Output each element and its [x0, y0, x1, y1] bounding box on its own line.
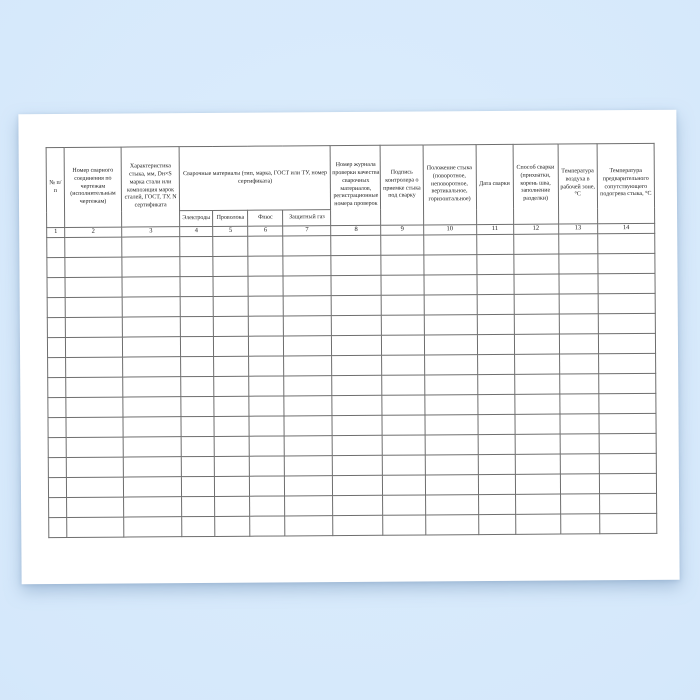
table-cell [514, 294, 559, 314]
table-cell [123, 437, 181, 457]
table-cell [122, 297, 180, 317]
table-cell [382, 375, 424, 395]
table-cell [47, 257, 65, 277]
column-number: 6 [248, 226, 283, 236]
table-cell [478, 414, 515, 434]
table-cell [47, 277, 65, 297]
table-cell [283, 236, 331, 256]
column-header: Номер журнала проверки качества сварочных материалов, регистрационные номера проверок [330, 145, 381, 225]
table-cell [382, 355, 424, 375]
table-cell [559, 374, 598, 394]
table-cell [598, 333, 655, 353]
table-cell [423, 235, 476, 255]
table-cell [67, 497, 124, 517]
column-number: 11 [476, 224, 513, 234]
table-cell [477, 334, 514, 354]
table-cell [123, 377, 181, 397]
table-cell [560, 394, 599, 414]
table-cell [424, 315, 477, 335]
table-cell [478, 474, 515, 494]
table-cell [285, 456, 333, 476]
table-cell [333, 495, 383, 515]
table-cell [181, 436, 214, 456]
table-cell [515, 414, 560, 434]
table-row [49, 513, 657, 537]
table-cell [560, 434, 599, 454]
column-number: 13 [558, 224, 597, 234]
table-cell [477, 274, 514, 294]
table-cell [560, 494, 599, 514]
table-cell [559, 294, 598, 314]
column-header: № п/п [46, 147, 65, 227]
table-cell [423, 255, 476, 275]
table-cell [332, 295, 382, 315]
table-cell [381, 235, 423, 255]
table-cell [283, 296, 331, 316]
table-cell [559, 334, 598, 354]
table-cell [250, 516, 285, 536]
table-cell [249, 356, 284, 376]
table-cell [284, 416, 332, 436]
table-cell [66, 417, 123, 437]
table-cell [425, 455, 478, 475]
table-cell [48, 457, 66, 477]
table-cell [333, 515, 383, 535]
table-cell [598, 273, 655, 293]
header-row-main [46, 143, 654, 211]
table-cell [478, 434, 515, 454]
table-cell [124, 497, 182, 517]
table-cell [123, 477, 181, 497]
table-cell [382, 395, 424, 415]
document-sheet [18, 110, 679, 585]
table-cell [48, 437, 66, 457]
table-cell [213, 236, 248, 256]
table-cell [332, 415, 382, 435]
column-header: Номер сварного соединения по чертежам (исполнительным чертежам) [64, 147, 122, 227]
table-cell [248, 256, 283, 276]
table-cell [182, 476, 215, 496]
table-cell [599, 413, 656, 433]
table-cell [180, 296, 213, 316]
table-cell [559, 354, 598, 374]
table-cell [49, 517, 67, 537]
table-cell [383, 515, 425, 535]
table-cell [248, 276, 283, 296]
table-cell [424, 355, 477, 375]
table-cell [514, 354, 559, 374]
table-cell [382, 315, 424, 335]
table-cell [123, 357, 181, 377]
table-cell [122, 317, 180, 337]
table-cell [213, 296, 248, 316]
table-cell [285, 476, 333, 496]
table-cell [122, 277, 180, 297]
column-number: 14 [597, 223, 654, 233]
table-cell [424, 295, 477, 315]
column-header: Дата сварки [476, 144, 514, 224]
table-cell [424, 395, 477, 415]
table-header [46, 143, 655, 237]
table-cell [214, 396, 249, 416]
table-cell [598, 313, 655, 333]
table-body [47, 233, 657, 537]
table-cell [47, 317, 65, 337]
column-number: 1 [47, 227, 65, 237]
table-cell [333, 435, 383, 455]
table-cell [478, 514, 515, 534]
column-number: 4 [180, 226, 213, 236]
table-cell [214, 336, 249, 356]
table-cell [182, 516, 215, 536]
table-cell [213, 256, 248, 276]
table-cell [477, 354, 514, 374]
table-cell [214, 416, 249, 436]
table-cell [66, 357, 123, 377]
column-header: Положение стыка (поворотное, неповоротное, вертикальное, горизонтальное) [423, 145, 477, 225]
table-cell [180, 316, 213, 336]
table-cell [383, 495, 425, 515]
table-cell [65, 317, 122, 337]
column-number: 3 [122, 227, 180, 237]
column-header: Способ сварки (прихватки, корень шва, заполнение разделки) [513, 144, 559, 224]
table-cell [559, 314, 598, 334]
table-cell [214, 316, 249, 336]
table-cell [559, 254, 598, 274]
table-cell [381, 255, 423, 275]
subcolumn-header: Защитный газ [283, 210, 331, 226]
table-cell [515, 494, 560, 514]
table-cell [284, 436, 332, 456]
table-cell [65, 257, 122, 277]
table-cell [598, 353, 655, 373]
table-cell [65, 237, 122, 257]
table-cell [514, 314, 559, 334]
table-cell [215, 516, 250, 536]
table-cell [123, 417, 181, 437]
table-cell [66, 477, 123, 497]
table-cell [249, 376, 284, 396]
table-cell [560, 414, 599, 434]
table-cell [249, 336, 284, 356]
table-cell [48, 417, 66, 437]
table-cell [515, 514, 560, 534]
table-cell [250, 496, 285, 516]
table-cell [48, 377, 66, 397]
table-cell [248, 236, 283, 256]
table-cell [383, 475, 425, 495]
table-cell [180, 256, 213, 276]
table-cell [599, 513, 656, 533]
table-cell [214, 376, 249, 396]
subcolumn-header: Проволока [213, 210, 248, 226]
table-cell [249, 416, 284, 436]
table-cell [181, 456, 214, 476]
table-cell [284, 396, 332, 416]
table-cell [284, 356, 332, 376]
table-cell [122, 237, 180, 257]
table-cell [560, 514, 599, 534]
column-number: 9 [381, 225, 423, 235]
table-cell [124, 517, 182, 537]
column-header: Температура предварительного сопутствующего подогрева стыка, °С [597, 143, 655, 223]
subcolumn-header: Электроды [180, 210, 213, 226]
table-cell [66, 457, 123, 477]
table-cell [47, 337, 65, 357]
table-cell [182, 496, 215, 516]
table-cell [331, 255, 381, 275]
table-cell [213, 276, 248, 296]
table-cell [425, 495, 478, 515]
table-cell [181, 416, 214, 436]
table-cell [66, 437, 123, 457]
table-cell [515, 394, 560, 414]
table-cell [66, 397, 123, 417]
table-cell [67, 517, 124, 537]
table-cell [284, 376, 332, 396]
table-cell [478, 494, 515, 514]
table-cell [477, 314, 514, 334]
column-number: 8 [331, 225, 381, 235]
table-cell [181, 376, 214, 396]
table-cell [332, 355, 382, 375]
table-cell [560, 474, 599, 494]
table-cell [48, 477, 66, 497]
table-cell [65, 297, 122, 317]
table-cell [559, 274, 598, 294]
table-cell [248, 296, 283, 316]
table-cell [180, 276, 213, 296]
table-cell [424, 335, 477, 355]
column-header: Температура воздуха в рабочей зоне, °С [558, 144, 598, 224]
table-cell [598, 233, 655, 253]
table-cell [598, 253, 655, 273]
table-cell [332, 375, 382, 395]
column-number: 7 [283, 226, 331, 236]
table-cell [515, 474, 560, 494]
table-cell [123, 397, 181, 417]
welding-log-table [46, 143, 658, 538]
subcolumn-header: Флюс [248, 210, 283, 226]
table-cell [123, 337, 181, 357]
table-cell [250, 476, 285, 496]
table-cell [425, 435, 478, 455]
table-cell [47, 237, 65, 257]
table-cell [333, 455, 383, 475]
table-cell [250, 456, 285, 476]
table-cell [181, 396, 214, 416]
table-cell [598, 293, 655, 313]
table-cell [283, 276, 331, 296]
column-number: 2 [65, 227, 122, 237]
table-cell [65, 277, 122, 297]
table-cell [476, 254, 513, 274]
table-cell [47, 297, 65, 317]
table-cell [424, 275, 477, 295]
table-cell [477, 374, 514, 394]
table-cell [515, 454, 560, 474]
table-cell [599, 473, 656, 493]
table-cell [514, 374, 559, 394]
column-header: Характеристика стыка, мм, Dн×S марка стали или композиция марок сталей, ГОСТ, ТУ, N сертификата [121, 147, 180, 227]
table-cell [180, 236, 213, 256]
table-cell [65, 337, 122, 357]
table-cell [514, 254, 559, 274]
table-cell [333, 475, 383, 495]
table-cell [215, 496, 250, 516]
table-cell [48, 357, 66, 377]
table-cell [283, 256, 331, 276]
table-cell [424, 375, 477, 395]
materials-group-header: Сварочные материалы (тип, марка, ГОСТ или ТУ, номер сертификата) [179, 146, 331, 211]
table-cell [425, 515, 478, 535]
table-cell [284, 336, 332, 356]
table-cell [477, 394, 514, 414]
table-cell [214, 456, 249, 476]
table-cell [48, 397, 66, 417]
table-cell [122, 257, 180, 277]
table-cell [332, 315, 382, 335]
table-cell [285, 496, 333, 516]
table-cell [49, 497, 67, 517]
column-number: 5 [213, 226, 248, 236]
table-cell [476, 234, 513, 254]
table-cell [515, 434, 560, 454]
table-cell [382, 415, 424, 435]
table-cell [382, 295, 424, 315]
table-cell [332, 335, 382, 355]
table-cell [513, 234, 558, 254]
table-cell [215, 476, 250, 496]
table-cell [514, 274, 559, 294]
table-cell [284, 316, 332, 336]
table-cell [249, 396, 284, 416]
table-cell [214, 356, 249, 376]
table-cell [599, 433, 656, 453]
table-cell [383, 435, 425, 455]
table-cell [381, 275, 423, 295]
table-cell [181, 336, 214, 356]
table-cell [425, 475, 478, 495]
column-number: 10 [423, 225, 476, 235]
table-cell [331, 235, 381, 255]
table-cell [599, 453, 656, 473]
table-cell [382, 335, 424, 355]
table-cell [181, 356, 214, 376]
column-number: 12 [513, 224, 558, 234]
column-header: Подпись контролера о приемке стыка под сварку [381, 145, 424, 225]
table-cell [558, 234, 597, 254]
table-cell [285, 516, 333, 536]
table-cell [249, 436, 284, 456]
table-cell [331, 275, 381, 295]
table-cell [383, 455, 425, 475]
table-cell [477, 294, 514, 314]
table-cell [66, 377, 123, 397]
table-cell [599, 393, 656, 413]
table-cell [214, 436, 249, 456]
table-cell [478, 454, 515, 474]
table-cell [514, 334, 559, 354]
table-cell [599, 493, 656, 513]
table-cell [249, 316, 284, 336]
table-cell [560, 454, 599, 474]
table-cell [123, 457, 181, 477]
table-cell [425, 415, 478, 435]
table-cell [332, 395, 382, 415]
table-cell [598, 373, 655, 393]
